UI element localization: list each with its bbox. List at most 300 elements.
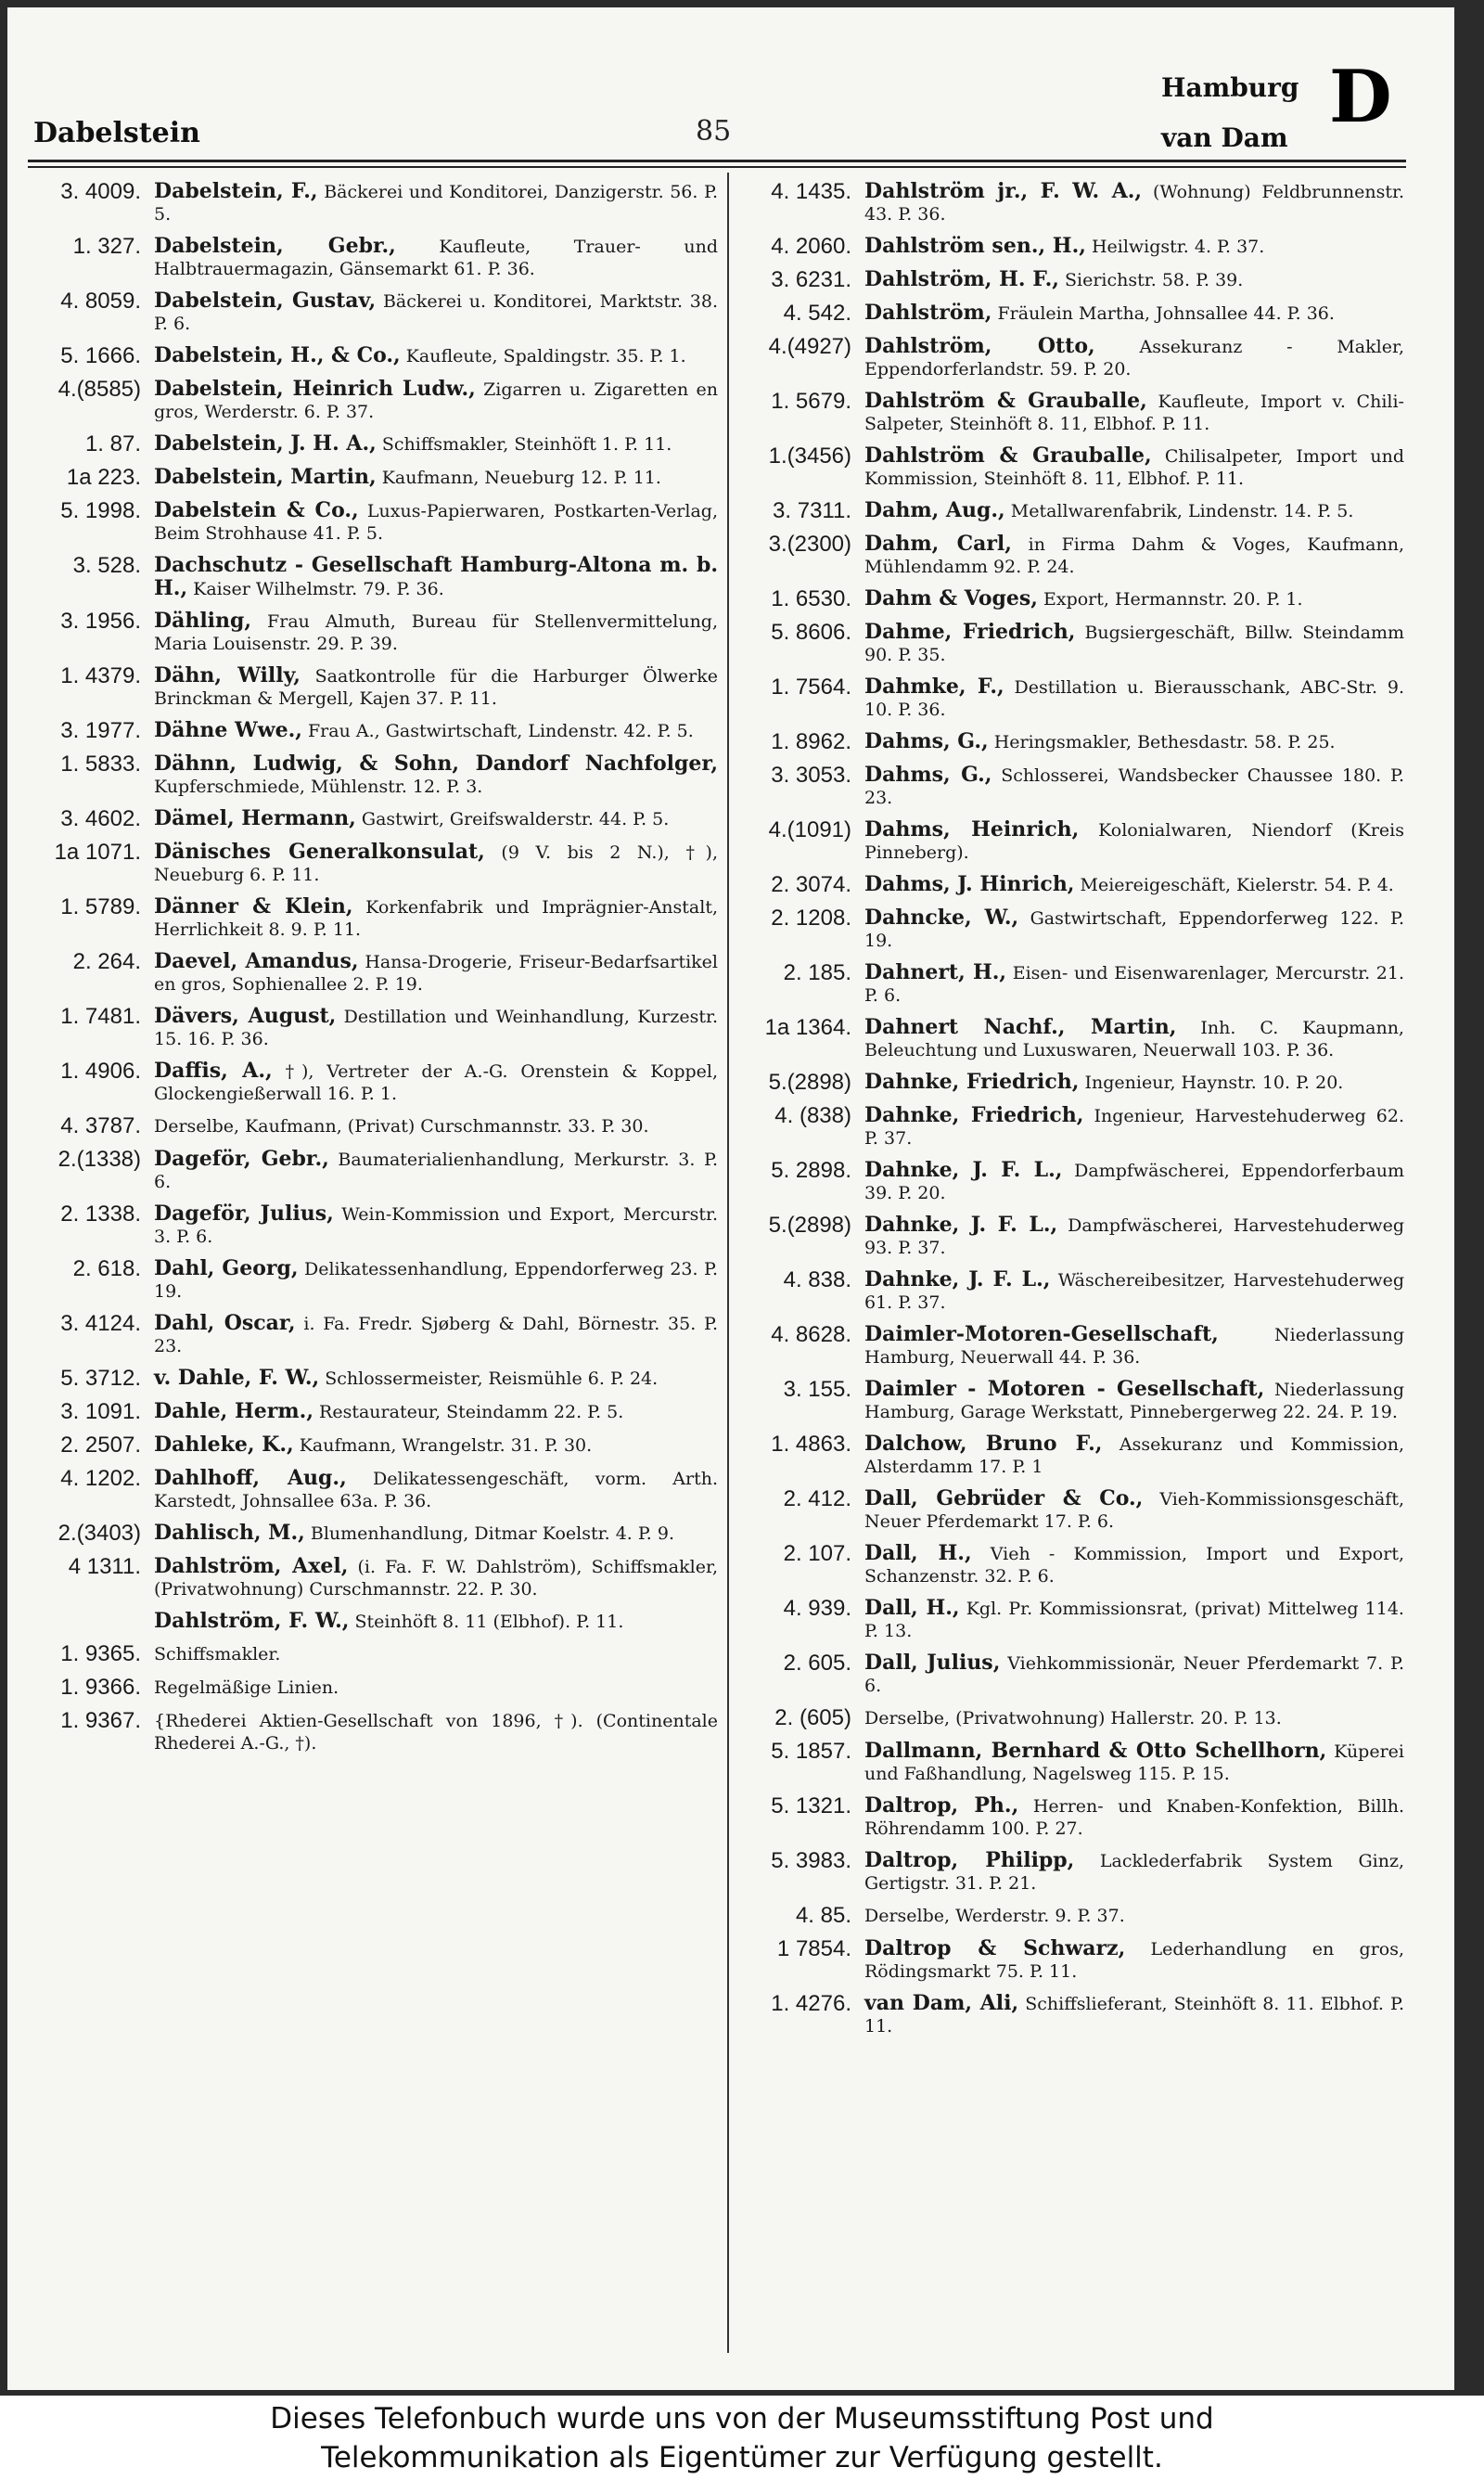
entry-details: Niederlassung Hamburg, Neuerwall 44. P. 36. xyxy=(864,1325,1404,1368)
entry-details: Kupferschmiede, Mühlenstr. 12. P. 3. xyxy=(154,777,483,797)
phone-number: 2. 3074. xyxy=(771,872,851,897)
entry-details: Heilwigstr. 4. P. 37. xyxy=(1091,237,1265,257)
entry-text xyxy=(864,1849,1404,1895)
header-first-entry: Dabelstein xyxy=(33,117,200,149)
entry-name: Dähnn, Ludwig, & Sohn, Dandorf Nachfolger, xyxy=(154,752,718,776)
entry-name: Dahlström, Otto, xyxy=(864,334,1095,358)
phone-number: 2. 107. xyxy=(783,1541,851,1566)
entry-name: Dahnke, J. F. L., xyxy=(864,1158,1063,1182)
directory-entry xyxy=(33,719,718,743)
phone-number: 3. 528. xyxy=(72,553,141,578)
entry-name: Dähne Wwe., xyxy=(154,718,302,742)
phone-number: 1. 5789. xyxy=(60,894,141,919)
entry-text xyxy=(154,378,718,423)
entry-details: Assekuranz und Kommission, Alsterdamm 17. P. 1 xyxy=(864,1434,1404,1477)
entry-details: Steinhöft 8. 11 (Elbhof). P. 11. xyxy=(354,1612,624,1632)
phone-number: 2. 605. xyxy=(783,1651,851,1676)
entry-details: Frau A., Gastwirtschaft, Lindenstr. 42. P. 5. xyxy=(308,721,694,741)
directory-entry xyxy=(33,1709,718,1754)
entry-details: (Wohnung) Feldbrunnenstr. 43. P. 36. xyxy=(864,182,1404,225)
entry-details: Fräulein Martha, Johnsallee 44. P. 36. xyxy=(997,303,1335,324)
directory-entry xyxy=(33,1202,718,1248)
phone-number: 2. 1208. xyxy=(771,906,851,931)
phone-number: 1 7854. xyxy=(776,1936,851,1961)
entry-details: Herren- und Knaben-Konfektion, Billh. Röhrendamm 100. P. 27. xyxy=(864,1796,1404,1839)
entry-name: Dabelstein, J. H. A., xyxy=(154,431,377,456)
directory-entry xyxy=(744,587,1404,611)
phone-number: 1. 9366. xyxy=(60,1675,141,1700)
entry-text xyxy=(154,1400,718,1423)
entry-details: †), Vertreter der A.-G. Orenstein & Koppel, Glockengießerwall 16. P. 1. xyxy=(154,1061,719,1104)
entry-text xyxy=(864,1904,1404,1927)
directory-entry xyxy=(744,961,1404,1007)
phone-number: 4. 8628. xyxy=(771,1322,851,1347)
directory-entry xyxy=(744,1992,1404,2037)
entry-text xyxy=(864,961,1404,1007)
phone-number: 5. 2898. xyxy=(771,1158,851,1183)
entry-text xyxy=(154,1610,718,1633)
entry-name: Dahlström, F. W., xyxy=(154,1609,350,1633)
directory-entry xyxy=(33,235,718,280)
entry-name: Dall, H., xyxy=(864,1541,972,1565)
phone-number: 2. (605) xyxy=(774,1705,851,1730)
directory-entry xyxy=(33,610,718,655)
entry-details: Dampfwäscherei, Eppendorferbaum 39. P. 20. xyxy=(864,1161,1404,1203)
phone-number: 5. 3983. xyxy=(771,1848,851,1873)
entry-text xyxy=(154,1367,718,1390)
entry-text xyxy=(864,180,1404,225)
entry-name: Dahms, G., xyxy=(864,729,989,753)
entry-text xyxy=(154,610,718,655)
entry-name: Daimler - Motoren - Gesellschaft, xyxy=(864,1377,1265,1401)
phone-number: 1. 4906. xyxy=(60,1059,141,1084)
header-last-entry: van Dam xyxy=(1161,122,1288,153)
entry-name: Dahlström & Grauballe, xyxy=(864,443,1152,468)
directory-entry xyxy=(744,730,1404,754)
phone-number: 3. 4124. xyxy=(60,1311,141,1336)
entry-text xyxy=(154,289,718,335)
entry-details: Delikatessengeschäft, vorm. Arth. Karstedt, Johnsallee 63a. P. 36. xyxy=(154,1469,718,1511)
entry-details: Kaufleute, Spaldingstr. 35. P. 1. xyxy=(405,346,686,366)
entry-details: Chilisalpeter, Import und Kommission, Steinhöft 8. 11, Elbhof. P. 11. xyxy=(864,446,1404,489)
entry-text xyxy=(864,1159,1404,1204)
entry-text xyxy=(154,1312,718,1357)
directory-entry xyxy=(744,675,1404,721)
phone-number: 2. 618. xyxy=(72,1256,141,1281)
entry-details: Baumaterialienhandlung, Merkurstr. 3. P. 6. xyxy=(154,1150,718,1192)
phone-number: 4. 2060. xyxy=(771,234,851,259)
entry-name: Dahlhoff, Aug., xyxy=(154,1466,347,1490)
phonebook-page xyxy=(7,7,1454,2390)
phone-number: 5. 1857. xyxy=(771,1739,851,1764)
entry-details: Assekuranz - Makler, Eppendorferlandstr. 59. P. 20. xyxy=(864,337,1404,379)
entry-details: Vieh-Kommissionsgeschäft, Neuer Pferdemarkt 17. P. 6. xyxy=(864,1489,1404,1532)
directory-entry xyxy=(744,1597,1404,1642)
entry-text xyxy=(154,841,718,886)
entry-text xyxy=(864,1433,1404,1478)
directory-entry xyxy=(744,1433,1404,1478)
entry-name: Dähn, Willy, xyxy=(154,663,301,687)
entry-name: Dävers, August, xyxy=(154,1004,337,1028)
entry-name: Daltrop & Schwarz, xyxy=(864,1936,1126,1960)
entry-details: (i. Fa. F. W. Dahlström), Schiffsmakler, (Privatwohnung) Curschmannstr. 22. P. 30. xyxy=(154,1557,718,1600)
phone-number: 5. 3712. xyxy=(60,1366,141,1391)
entry-text xyxy=(154,719,718,742)
entry-text xyxy=(864,1937,1404,1983)
directory-entry xyxy=(33,1433,718,1458)
phone-number: 1. 87. xyxy=(84,431,141,456)
right-column xyxy=(744,180,1404,2047)
entry-name: Daimler-Motoren-Gesellschaft, xyxy=(864,1322,1219,1346)
directory-entry xyxy=(33,1676,718,1700)
phone-number: 5.(2898) xyxy=(768,1213,851,1238)
entry-text xyxy=(154,180,718,225)
phone-number: 3. 1977. xyxy=(60,718,141,743)
footer-notice xyxy=(0,2396,1484,2480)
directory-entry xyxy=(33,432,718,456)
directory-entry xyxy=(744,444,1404,490)
entry-name: Dahms, Heinrich, xyxy=(864,817,1080,842)
directory-entry xyxy=(33,950,718,996)
directory-entry xyxy=(33,1642,718,1666)
entry-text xyxy=(864,818,1404,864)
entry-text xyxy=(864,302,1404,325)
directory-entry xyxy=(744,1937,1404,1983)
entry-details: Kaufmann, Neueburg 12. P. 11. xyxy=(381,468,661,488)
entry-name: v. Dahle, F. W., xyxy=(154,1366,320,1390)
phone-number: 2. 2507. xyxy=(60,1433,141,1458)
entry-details: Dampfwäscherei, Harvestehuderweg 93. P. 37. xyxy=(864,1215,1404,1258)
directory-entry xyxy=(744,1016,1404,1061)
entry-name: Dahlström, Axel, xyxy=(154,1554,349,1578)
header-city: Hamburg xyxy=(1161,72,1299,103)
entry-details: Kaufmann, Wrangelstr. 31. P. 30. xyxy=(299,1435,593,1456)
entry-details: Kaiser Wilhelmstr. 79. P. 36. xyxy=(193,579,444,599)
directory-entry xyxy=(744,533,1404,578)
entry-details: Bäckerei u. Konditorei, Marktstr. 38. P. 6. xyxy=(154,291,718,334)
entry-text xyxy=(154,499,718,545)
entry-details: Kaufleute, Trauer- und Halbtrauermagazin, Gänsemarkt 61. P. 36. xyxy=(154,237,718,279)
entry-name: Dabelstein, Gebr., xyxy=(154,234,396,258)
entry-name: Dahl, Oscar, xyxy=(154,1311,296,1335)
directory-entry xyxy=(33,895,718,941)
entry-details: Schlosserei, Wandsbecker Chaussee 180. P. 23. xyxy=(864,765,1404,808)
directory-entry xyxy=(33,1257,718,1303)
directory-entry xyxy=(744,1794,1404,1840)
entry-details: (9 V. bis 2 N.), †), Neueburg 6. P. 11. xyxy=(154,842,718,885)
entry-details: in Firma Dahm & Voges, Kaufmann, Mühlendamm 92. P. 24. xyxy=(864,534,1405,577)
entry-details: Derselbe, (Privatwohnung) Hallerstr. 20. P. 13. xyxy=(864,1708,1282,1728)
entry-text xyxy=(864,1214,1404,1259)
entry-name: Dahleke, K., xyxy=(154,1433,294,1457)
header-letter: D xyxy=(1329,55,1392,139)
entry-text xyxy=(154,950,718,996)
phone-number: 1. 4276. xyxy=(771,1991,851,2016)
phone-number: 3. 7311. xyxy=(773,498,851,523)
entry-text xyxy=(154,1202,718,1248)
entry-name: Dall, H., xyxy=(864,1596,960,1620)
entry-name: Dalchow, Bruno F., xyxy=(864,1432,1103,1456)
directory-entry xyxy=(33,1114,718,1138)
entry-text xyxy=(154,1257,718,1303)
entry-name: Dahlisch, M., xyxy=(154,1521,305,1545)
directory-entry xyxy=(744,235,1404,259)
page-number: 85 xyxy=(696,115,732,148)
entry-text xyxy=(154,235,718,280)
entry-name: Daffis, A., xyxy=(154,1059,273,1083)
entry-details: Vieh - Kommission, Import und Export, Schanzenstr. 32. P. 6. xyxy=(864,1544,1404,1587)
entry-name: Dall, Gebrüder & Co., xyxy=(864,1486,1144,1510)
directory-entry xyxy=(33,1367,718,1391)
entry-text xyxy=(864,1016,1404,1061)
entry-name: Dänner & Klein, xyxy=(154,894,353,919)
entry-name: Dahle, Herm., xyxy=(154,1399,313,1423)
entry-details: {Rhederei Aktien-Gesellschaft von 1896, †). (Continentale Rhederei A.-G., †). xyxy=(154,1711,718,1754)
phone-number: 1. 9365. xyxy=(60,1641,141,1666)
directory-entry xyxy=(33,1467,718,1512)
entry-details: Gastwirt, Greifswalderstr. 44. P. 5. xyxy=(361,809,670,829)
entry-name: Dahlström & Grauballe, xyxy=(864,389,1147,413)
entry-text xyxy=(864,621,1404,666)
phone-number: 1. 327. xyxy=(72,234,141,259)
entry-name: Dallmann, Bernhard & Otto Schellhorn, xyxy=(864,1739,1327,1763)
phone-number: 3. 4009. xyxy=(60,179,141,204)
entry-text xyxy=(864,764,1404,809)
entry-name: Daevel, Amandus, xyxy=(154,949,359,973)
entry-details: Destillation u. Bierausschank, ABC-Str. 9. 10. P. 36. xyxy=(864,677,1404,720)
entry-details: Eisen- und Eisenwarenlager, Mercurstr. 21. P. 6. xyxy=(864,963,1405,1006)
directory-entry xyxy=(744,1159,1404,1204)
entry-details: Schlossermeister, Reismühle 6. P. 24. xyxy=(325,1368,659,1389)
directory-entry xyxy=(33,1060,718,1105)
directory-entry xyxy=(33,664,718,710)
phone-number: 1.(3456) xyxy=(768,443,851,469)
phone-number: 5.(2898) xyxy=(768,1070,851,1095)
phone-number: 5. 1666. xyxy=(60,343,141,368)
phone-number: 5. 8606. xyxy=(771,620,851,645)
entry-details: Hansa-Drogerie, Friseur-Bedarfsartikel en gros, Sophienallee 2. P. 19. xyxy=(154,952,718,995)
directory-entry xyxy=(744,1740,1404,1785)
directory-entry xyxy=(33,466,718,490)
entry-name: Dahm & Voges, xyxy=(864,586,1038,610)
entry-name: Dabelstein, Gustav, xyxy=(154,289,377,313)
directory-entry xyxy=(744,1378,1404,1423)
entry-name: Dänisches Generalkonsulat, xyxy=(154,840,485,864)
entry-details: Lacklederfabrik System Ginz, Gertigstr. 31. P. 21. xyxy=(864,1851,1405,1894)
phone-number: 4. 1435. xyxy=(771,179,851,204)
entry-details: Destillation und Weinhandlung, Kurzestr. 15. 16. P. 36. xyxy=(154,1007,719,1049)
entry-name: Dahnke, Friedrich, xyxy=(864,1103,1084,1127)
entry-name: Dahncke, W., xyxy=(864,906,1019,930)
entry-text xyxy=(154,344,718,367)
entry-text xyxy=(154,895,718,941)
entry-details: Küperei und Faßhandlung, Nagelsweg 115. P. 15. xyxy=(864,1741,1404,1784)
phone-number: 3. 4602. xyxy=(60,806,141,831)
phone-number: 4. 939. xyxy=(783,1596,851,1621)
entry-text xyxy=(864,587,1404,610)
entry-name: Dahme, Friedrich, xyxy=(864,620,1076,644)
directory-entry xyxy=(744,1849,1404,1895)
directory-entry xyxy=(33,344,718,368)
phone-number: 4.(8585) xyxy=(58,377,141,402)
phone-number: 2. 1338. xyxy=(60,1201,141,1227)
entry-name: Daltrop, Philipp, xyxy=(864,1848,1075,1872)
entry-text xyxy=(864,675,1404,721)
header-rule xyxy=(28,160,1406,162)
entry-name: Dahm, Aug., xyxy=(864,498,1005,522)
entry-details: Lederhandlung en gros, Rödingsmarkt 75. P. 11. xyxy=(864,1939,1405,1982)
entry-text xyxy=(864,730,1404,753)
phone-number: 4.(4927) xyxy=(768,334,851,359)
entry-name: Dabelstein, Heinrich Ludw., xyxy=(154,377,476,401)
entry-details: Zigarren u. Zigaretten en gros, Werderstr. 6. P. 37. xyxy=(154,379,718,422)
entry-details: Kolonialwaren, Niendorf (Kreis Pinneberg). xyxy=(864,820,1404,863)
entry-text xyxy=(154,554,718,600)
phone-number: 4. 85. xyxy=(795,1903,851,1928)
directory-entry xyxy=(33,752,718,798)
directory-entry xyxy=(33,1610,718,1633)
directory-entry xyxy=(744,621,1404,666)
directory-entry xyxy=(744,818,1404,864)
phone-number: 1. 9367. xyxy=(60,1708,141,1733)
entry-name: Dahnke, J. F. L., xyxy=(864,1213,1058,1237)
directory-entry xyxy=(33,841,718,886)
entry-details: Niederlassung Hamburg, Garage Werkstatt, Pinnebergerweg 22. 24. P. 19. xyxy=(864,1380,1404,1422)
entry-text xyxy=(864,533,1404,578)
entry-text xyxy=(864,390,1404,435)
entry-text xyxy=(154,1522,718,1545)
entry-details: Wäschereibesitzer, Harvestehuderweg 61. P. 37. xyxy=(864,1270,1404,1313)
entry-name: Dahmke, F., xyxy=(864,675,1004,699)
directory-entry xyxy=(744,1104,1404,1150)
directory-entry xyxy=(33,1312,718,1357)
entry-text xyxy=(864,335,1404,380)
directory-entry xyxy=(33,1522,718,1546)
entry-text xyxy=(154,1555,718,1600)
entry-details: Regelmäßige Linien. xyxy=(154,1677,339,1698)
entry-text xyxy=(864,1651,1404,1697)
entry-name: Dall, Julius, xyxy=(864,1651,1001,1675)
entry-details: Derselbe, Kaufmann, (Privat) Curschmannstr. 33. P. 30. xyxy=(154,1116,649,1137)
phone-number: 3. 1956. xyxy=(60,609,141,634)
phone-number: 4. (838) xyxy=(774,1103,851,1128)
phone-number: 2.(3403) xyxy=(58,1521,141,1546)
entry-name: Dabelstein & Co., xyxy=(154,498,359,522)
directory-entry xyxy=(744,1487,1404,1533)
phone-number: 3. 6231. xyxy=(771,267,851,292)
directory-entry xyxy=(33,807,718,831)
entry-details: Schiffsmakler. xyxy=(154,1644,281,1664)
directory-entry xyxy=(33,1555,718,1600)
entry-name: Dabelstein, F., xyxy=(154,179,318,203)
entry-name: van Dam, Ali, xyxy=(864,1991,1019,2015)
entry-details: Korkenfabrik und Imprägnier-Anstalt, Herrlichkeit 8. 9. P. 11. xyxy=(154,897,718,940)
entry-text xyxy=(864,873,1404,896)
entry-details: Restaurateur, Steindamm 22. P. 5. xyxy=(319,1402,624,1422)
entry-text xyxy=(864,1992,1404,2037)
entry-text xyxy=(154,1060,718,1105)
phone-number: 1a 1364. xyxy=(764,1015,851,1040)
entry-name: Dahl, Georg, xyxy=(154,1256,299,1280)
entry-details: Kgl. Pr. Kommissionsrat, (privat) Mittelweg 114. P. 13. xyxy=(864,1599,1404,1641)
entry-text xyxy=(864,1104,1404,1150)
header-rule-thin xyxy=(28,166,1406,168)
entry-details: Saatkontrolle für die Harburger Ölwerke Brinckman & Mergell, Kajen 37. P. 11. xyxy=(154,666,718,709)
entry-text xyxy=(864,906,1404,952)
entry-text xyxy=(154,1709,718,1754)
entry-name: Dahnert Nachf., Martin, xyxy=(864,1015,1177,1039)
entry-details: Kaufleute, Import v. Chili-Salpeter, Steinhöft 8. 11, Elbhof. P. 11. xyxy=(864,392,1404,434)
entry-text xyxy=(154,1433,718,1457)
entry-details: Schiffsmakler, Steinhöft 1. P. 11. xyxy=(381,434,672,455)
entry-details: Ingenieur, Haynstr. 10. P. 20. xyxy=(1084,1073,1344,1093)
directory-entry xyxy=(744,302,1404,326)
entry-details: Metallwarenfabrik, Lindenstr. 14. P. 5. xyxy=(1010,501,1354,521)
phone-number: 2. 185. xyxy=(783,960,851,985)
entry-name: Dachschutz - Gesellschaft Hamburg-Altona m. b. H., xyxy=(154,553,718,600)
entry-text xyxy=(864,1323,1404,1368)
entry-text xyxy=(864,1268,1404,1314)
entry-text xyxy=(154,807,718,830)
entry-details: Export, Hermannstr. 20. P. 1. xyxy=(1043,589,1303,610)
phone-number: 4.(1091) xyxy=(768,817,851,842)
entry-name: Dahm, Carl, xyxy=(864,532,1012,556)
phone-number: 1. 6530. xyxy=(771,586,851,611)
phone-number: 4. 1202. xyxy=(60,1466,141,1491)
entry-text xyxy=(864,268,1404,291)
phone-number: 1a 223. xyxy=(66,465,141,490)
directory-entry xyxy=(744,1268,1404,1314)
phone-number: 2. 412. xyxy=(783,1486,851,1511)
entry-name: Dabelstein, H., & Co., xyxy=(154,343,401,367)
directory-entry xyxy=(744,906,1404,952)
entry-details: Viehkommissionär, Neuer Pferdemarkt 7. P. 6. xyxy=(864,1653,1404,1696)
entry-text xyxy=(154,1676,718,1699)
phone-number: 4 1311. xyxy=(68,1554,141,1579)
directory-entry xyxy=(33,180,718,225)
directory-entry xyxy=(33,499,718,545)
phone-number: 5. 1998. xyxy=(60,498,141,523)
entry-details: Derselbe, Werderstr. 9. P. 37. xyxy=(864,1906,1125,1926)
entry-text xyxy=(154,664,718,710)
entry-name: Dämel, Hermann, xyxy=(154,806,356,830)
entry-name: Dähling, xyxy=(154,609,252,633)
entry-text xyxy=(154,752,718,798)
footer-line-1: Dieses Telefonbuch wurde uns von der Museumsstiftung Post und xyxy=(270,2402,1214,2435)
directory-entry xyxy=(744,1706,1404,1730)
directory-entry xyxy=(744,873,1404,897)
entry-details: Ingenieur, Harvestehuderweg 62. P. 37. xyxy=(864,1106,1404,1149)
entry-details: Blumenhandlung, Ditmar Koelstr. 4. P. 9. xyxy=(310,1523,675,1544)
entry-text xyxy=(864,1706,1404,1729)
directory-entry xyxy=(744,1651,1404,1697)
phone-number: 2.(1338) xyxy=(58,1147,141,1172)
entry-text xyxy=(154,1005,718,1050)
phone-number: 3.(2300) xyxy=(768,532,851,557)
entry-name: Dahlström jr., F. W. A., xyxy=(864,179,1143,203)
left-column xyxy=(33,180,718,1764)
phone-number: 1. 7481. xyxy=(60,1004,141,1029)
directory-entry xyxy=(744,390,1404,435)
entry-text xyxy=(864,1740,1404,1785)
entry-name: Dabelstein, Martin, xyxy=(154,465,377,489)
phone-number: 1. 4379. xyxy=(60,663,141,688)
directory-entry xyxy=(744,764,1404,809)
directory-entry xyxy=(744,1071,1404,1095)
entry-name: Dahnke, J. F. L., xyxy=(864,1267,1051,1291)
entry-text xyxy=(864,1794,1404,1840)
column-divider xyxy=(727,173,729,2353)
